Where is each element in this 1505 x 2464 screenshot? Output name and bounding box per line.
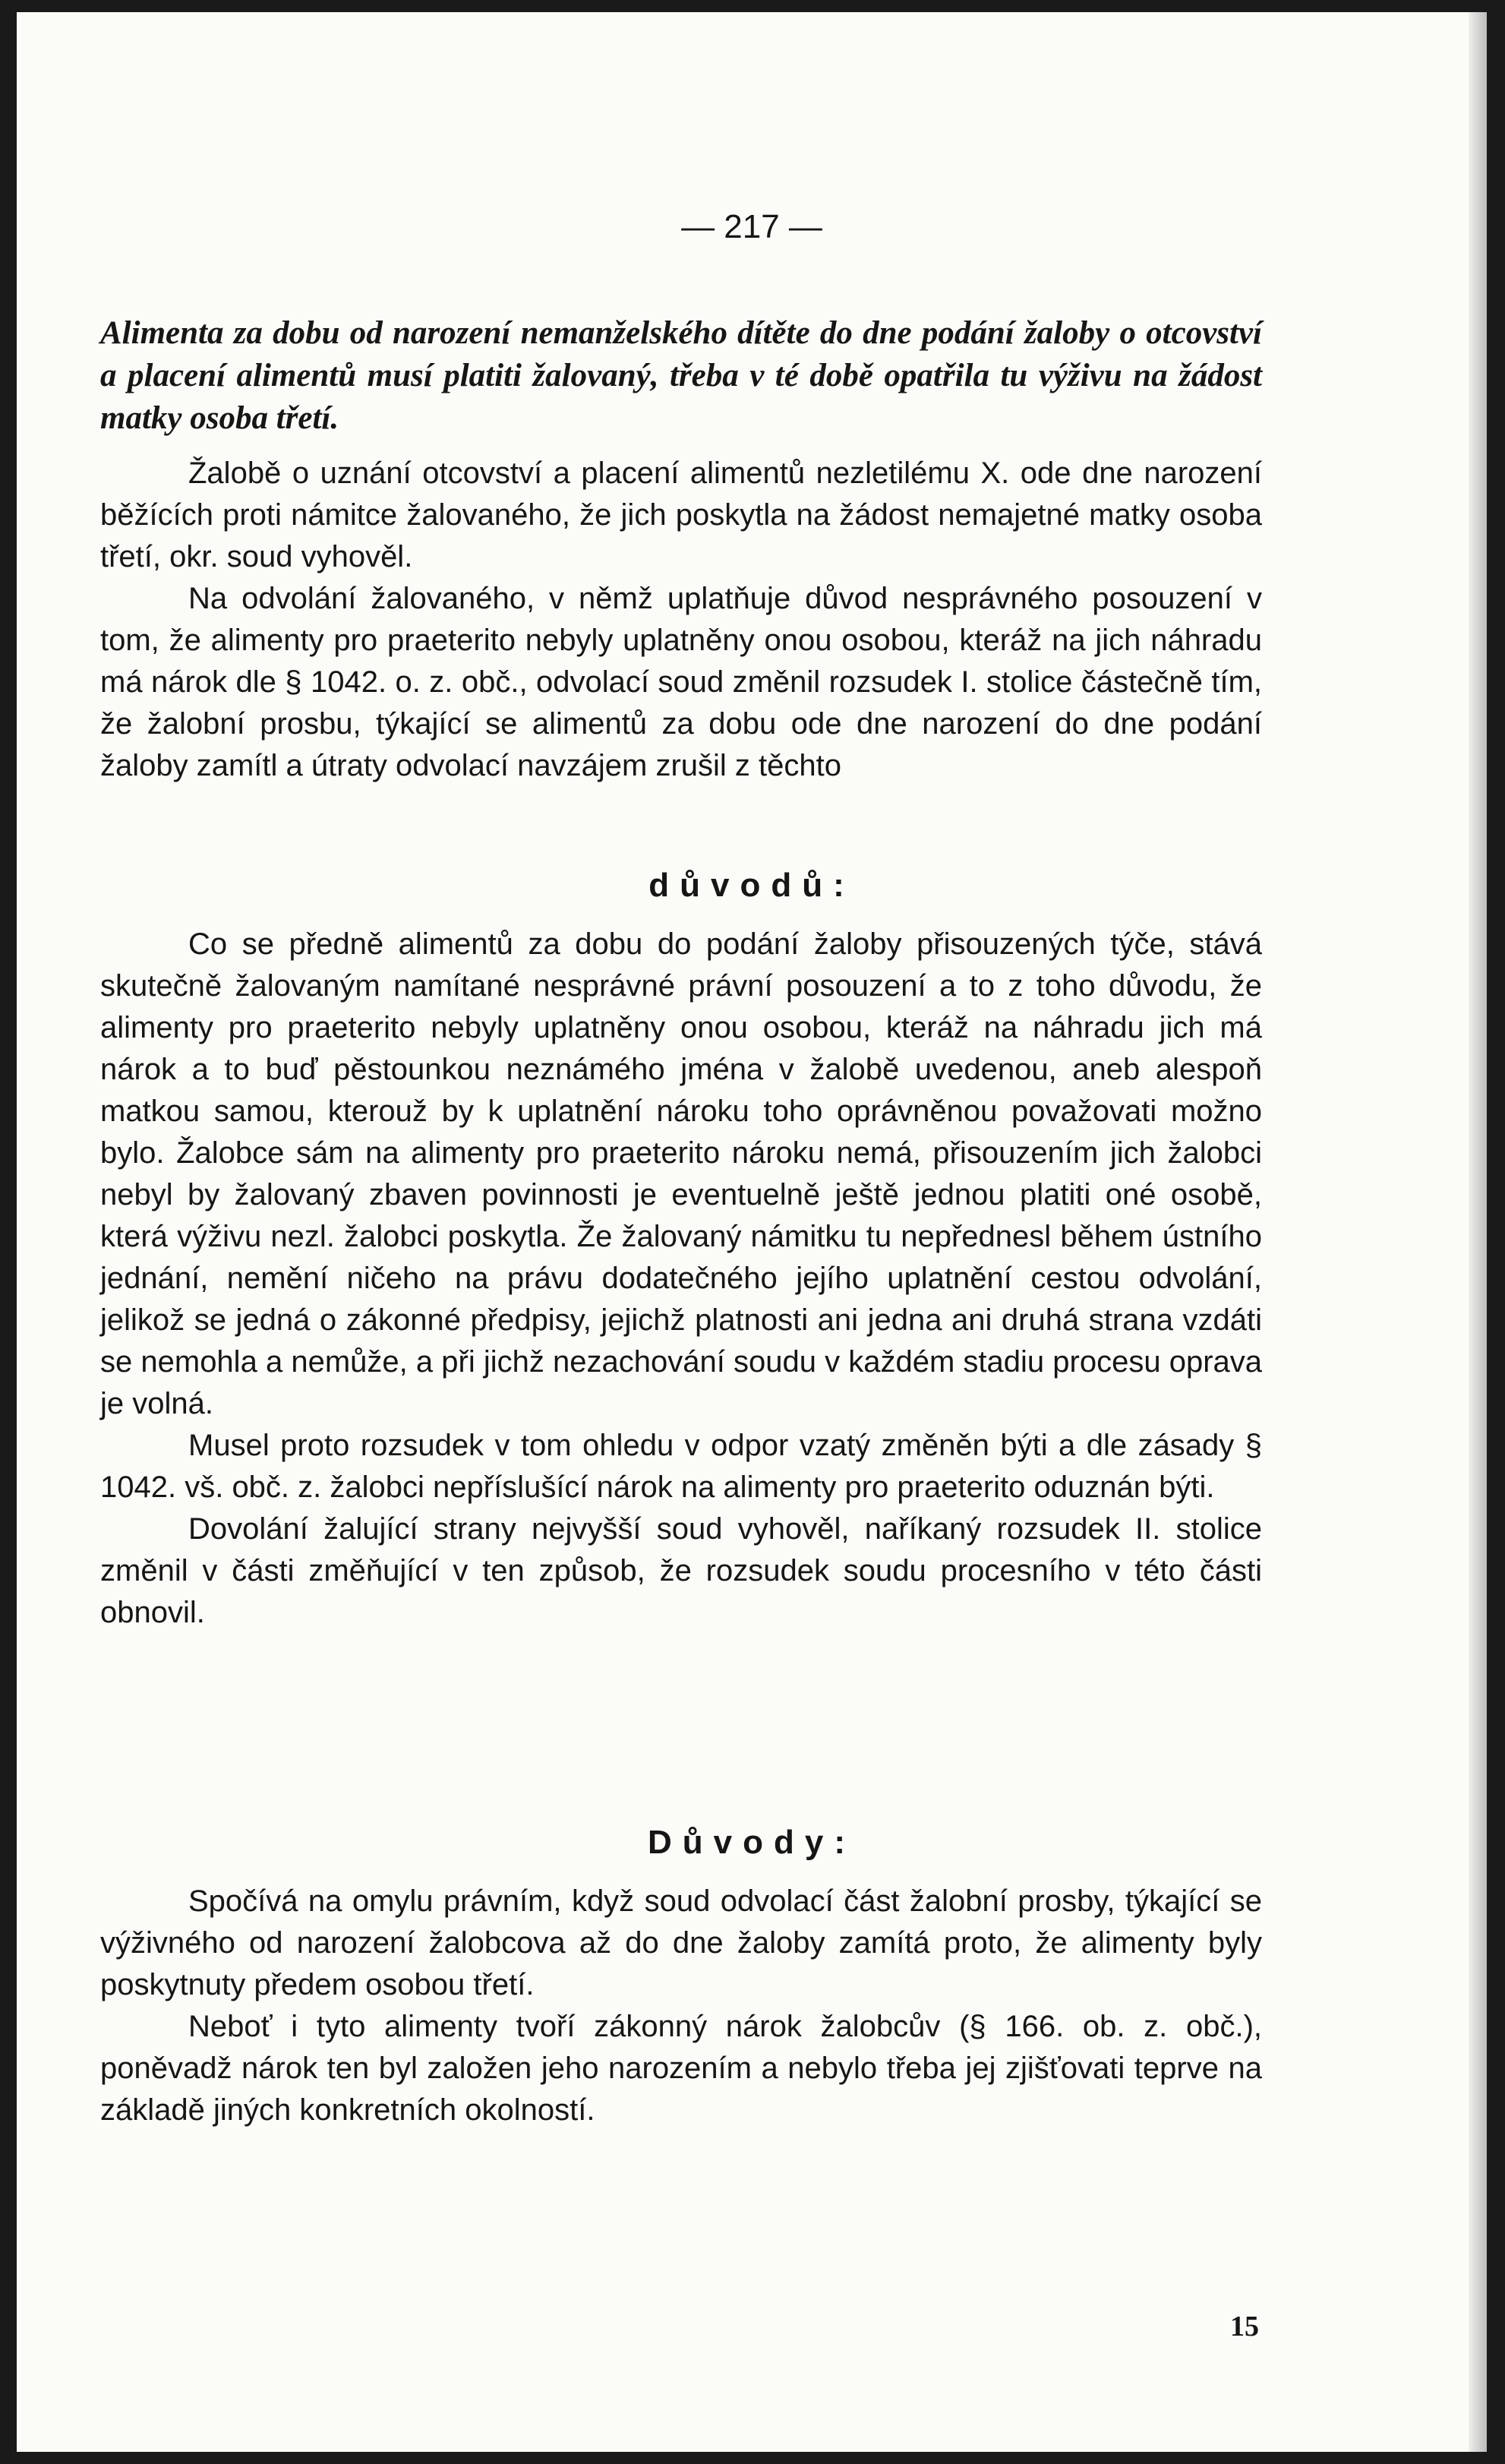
page-number: — 217 — bbox=[681, 208, 822, 245]
page-edge-shadow bbox=[1469, 12, 1487, 2452]
paragraph-intro-1: Žalobě o uznání otcovství a placení alimentů nezletilému X. ode dne narození běžících proti námitce žalovaného, že jich poskytla na žádost nemajetné matky osoba třetí, okr. soud vyhověl. bbox=[100, 456, 1262, 573]
signature-mark: 15 bbox=[1230, 2311, 1259, 2342]
reasons-section bbox=[100, 924, 1262, 1634]
paragraph-final-2: Neboť i tyto alimenty tvoří zákonný nárok žalobcův (§ 166. ob. z. obč.), poněvadž nárok ten byl založen jeho narozením a nebylo třeba jej zjišťovati teprve na základě jiných konkretních okolností. bbox=[100, 2010, 1262, 2127]
paragraph-reasons-1: Co se předně alimentů za dobu do podání žaloby přisouzených týče, stává skutečně žalovaným namítané nesprávné právní posouzení a to z toho důvodu, že alimenty pro praeterito nebyly uplatněny onou osobou, kteráž na náhradu jich má nárok a to buď pěstounkou neznámého jména v žalobě uvedenou, aneb alespoň matkou samou, kterouž by k uplatnění nároku toho oprávněnou považovati možno bylo. Žalobce sám na alimenty pro praeterito nároku nemá, přisouzením jich žalobci nebyl by žalovaný zbaven povinnosti je eventuelně ještě jednou platiti oné osobě, která výživu nezl. žalobci poskytla. Že žalovaný námitku tu nepřednesl během ústního jednání, nemění ničeho na právu dodatečného jejího uplatnění cestou odvolání, jelikož se jedná o zákonné předpisy, jejichž platnosti ani jedna ani druhá strana vzdáti se nemohla a nemůže, a při jichž nezachování soudu v každém stadiu procesu oprava je volná. bbox=[100, 927, 1262, 1420]
heading-reasons-supreme: Důvody: bbox=[648, 1824, 856, 1861]
scanned-page bbox=[17, 12, 1487, 2452]
lead-summary: Alimenta za dobu od narození nemanželského dítěte do dne podání žaloby o otcovství a placení alimentů musí platiti žalovaný, třeba v té době opatřila tu výživu na žádost matky osoba třetí. bbox=[100, 315, 1262, 436]
paragraph-reasons-2: Musel proto rozsudek v tom ohledu v odpor vzatý změněn býti a dle zásady § 1042. vš. obč. z. žalobci nepříslušící nárok na alimenty pro praeterito oduznán býti. bbox=[100, 1429, 1262, 1504]
final-section bbox=[100, 1881, 1262, 2131]
heading-reasons-appeal: důvodů: bbox=[648, 867, 855, 904]
paragraph-reasons-3: Dovolání žalující strany nejvyšší soud vyhověl, naříkaný rozsudek II. stolice změnil v části změňující v ten způsob, že rozsudek soudu procesního v této části obnovil. bbox=[100, 1512, 1262, 1629]
paragraph-intro-2: Na odvolání žalovaného, v němž uplatňuje důvod nesprávného posouzení v tom, že alimenty pro praeterito nebyly uplatněny onou osobou, kteráž na jich náhradu má nárok dle § 1042. o. z. obč., odvolací soud změnil rozsudek I. stolice částečně tím, že žalobní prosbu, týkající se alimentů za dobu ode dne narození do dne podání žaloby zamítl a útraty odvolací navzájem zrušil z těchto bbox=[100, 582, 1262, 782]
paragraph-final-1: Spočívá na omylu právním, když soud odvolací část žalobní prosby, týkající se výživného od narození žalobcova až do dne žaloby zamítá proto, že alimenty byly poskytnuty předem osobou třetí. bbox=[100, 1884, 1262, 2001]
